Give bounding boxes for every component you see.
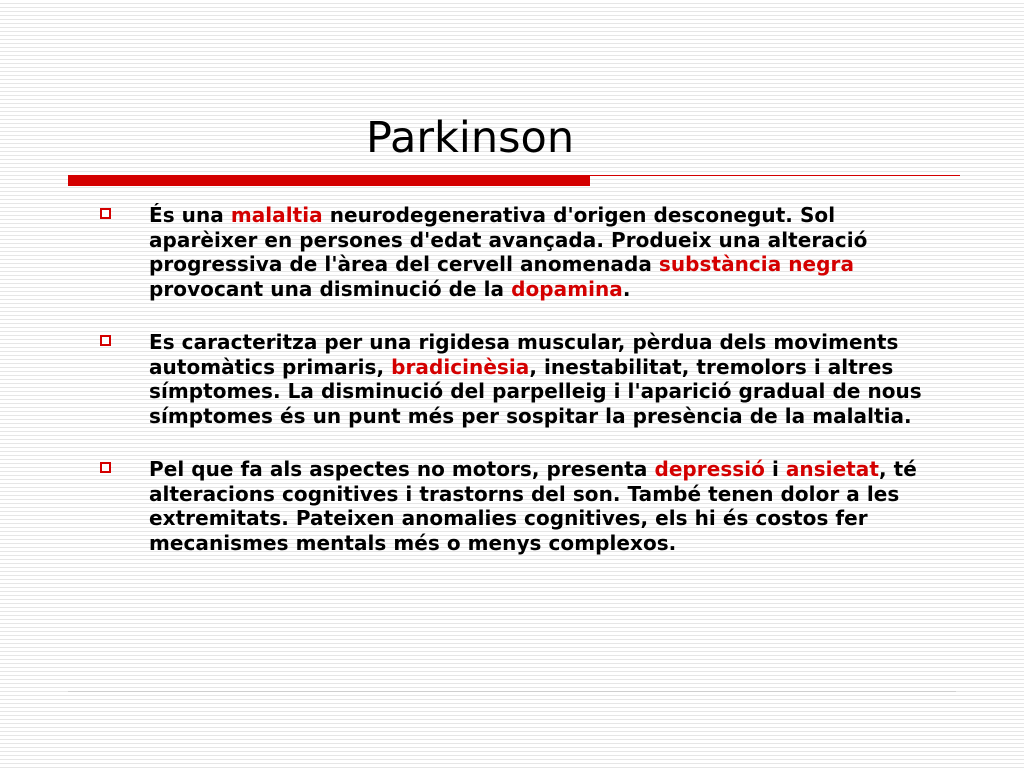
bullet-1-text <box>149 203 867 301</box>
bullet-3-text-part-2: i <box>764 457 786 481</box>
highlight-malaltia: malaltia <box>230 203 323 227</box>
title-underline-thin <box>590 175 960 176</box>
highlight-depressio: depressió <box>654 457 765 481</box>
bullet-2-text-part-1: Es caracteritza per una rigidesa muscular, pèrdua dels moviments automàtics primaris, <box>149 330 899 379</box>
bullet-item-1 <box>98 203 950 301</box>
hollow-square-bullet-icon <box>100 208 111 219</box>
bullet-1-text-part-4: . <box>622 276 631 301</box>
bullet-2-text-part-2: , inestabilitat, tremolors i altres símptomes. La disminució del parpelleig i l'aparició gradual de nous símptomes és un punt més per sospitar la presència de la malaltia. <box>149 354 922 428</box>
slide-title: Parkinson <box>366 113 575 163</box>
bullet-3-text <box>149 457 917 555</box>
hollow-square-bullet-icon <box>100 335 111 346</box>
bullet-2-text <box>149 330 922 428</box>
bullet-1-text-part-2: neurodegenerativa d'origen desconegut. Sol aparèixer en persones d'edat avançada. Produeix una alteració progressiva de l'àrea del cervell anomenada <box>149 203 868 276</box>
bullet-item-3 <box>98 457 950 555</box>
hollow-square-bullet-icon <box>100 462 111 473</box>
highlight-substancia-negra: substància negra <box>658 252 854 276</box>
highlight-dopamina: dopamina <box>511 276 623 301</box>
bullet-1-text-part-3: provocant una disminució de la <box>149 276 512 301</box>
highlight-ansietat: ansietat <box>785 457 879 481</box>
bullet-3-text-part-3: , té alteracions cognitives i trastorns del son. També tenen dolor a les extremitats. Pateixen anomalies cognitives, els hi és costos fer mecanismes mentals més o menys complexos. <box>149 457 917 555</box>
highlight-bradicinesia: bradicinèsia <box>391 354 530 379</box>
bullet-1-text-part-1: És una <box>149 203 231 227</box>
bullet-list <box>98 203 950 584</box>
footer-divider <box>68 691 956 692</box>
title-underline-thick <box>68 175 590 186</box>
bullet-3-text-part-1: Pel que fa als aspectes no motors, presenta <box>149 457 655 481</box>
bullet-item-2 <box>98 330 950 428</box>
